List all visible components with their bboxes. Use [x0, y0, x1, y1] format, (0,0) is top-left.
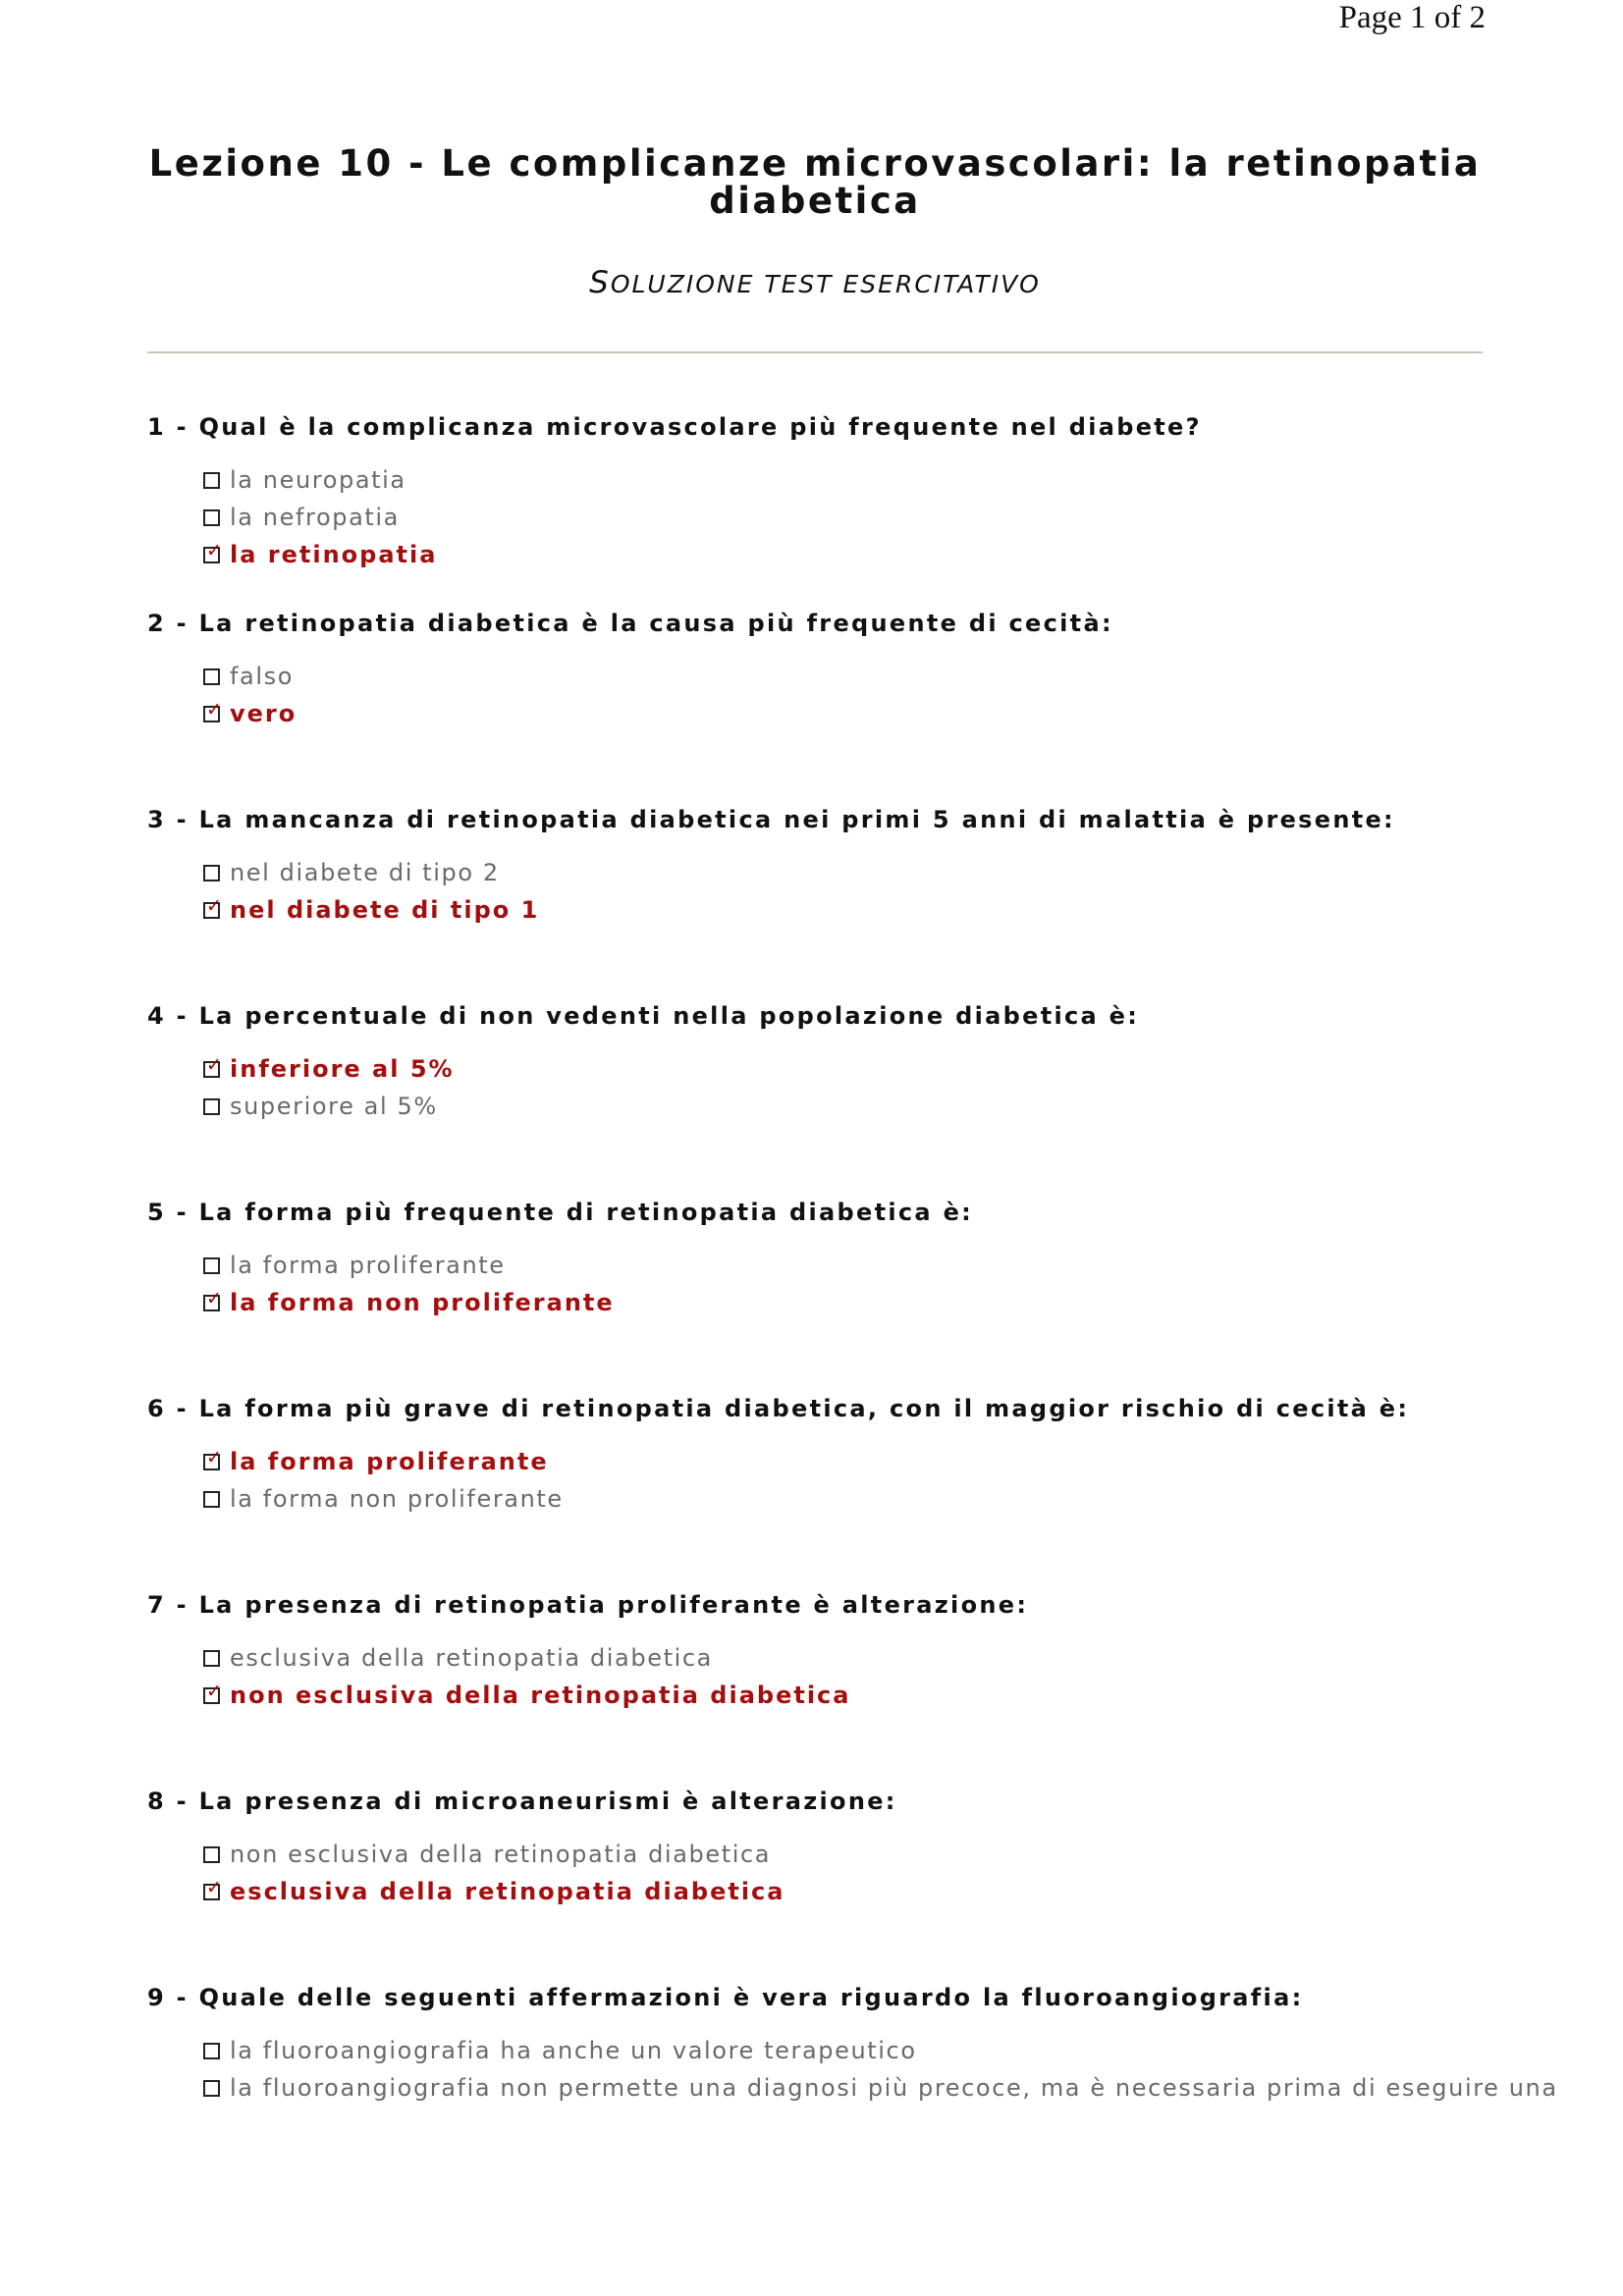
answer-option-correct: [203, 536, 1522, 573]
answer-options: [203, 461, 1522, 573]
answer-options: [203, 1639, 1522, 1714]
subtitle-initial: S: [589, 265, 611, 300]
answer-option: [203, 1247, 1522, 1284]
answer-option-label: nel diabete di tipo 2: [230, 859, 500, 886]
question-7: [147, 1590, 1522, 1787]
answer-option: [203, 1836, 1522, 1873]
question-text: 5 - La forma più frequente di retinopatia diabetica è:: [147, 1199, 974, 1226]
question-2: [147, 609, 1522, 805]
subtitle-rest: OLUZIONE TEST ESERCITATIVO: [610, 270, 1041, 298]
answer-options: [203, 1247, 1522, 1321]
answer-option-correct: [203, 1677, 1522, 1714]
checkbox-icon: [203, 1846, 220, 1863]
lesson-subtitle: [147, 265, 1483, 300]
question-text: 9 - Quale delle seguenti affermazioni è vera riguardo la fluoroangiografia:: [147, 1984, 1304, 2011]
checkbox-icon: [203, 2080, 220, 2097]
answer-option-label: esclusiva della retinopatia diabetica: [230, 1644, 713, 1672]
answer-option-label: la retinopatia: [230, 541, 438, 568]
checkmark-icon: ✓: [206, 1287, 222, 1309]
question-5: [147, 1198, 1522, 1394]
answer-options: [203, 2032, 1558, 2107]
answer-option-label: la fluoroangiografia ha anche un valore terapeutico: [230, 2037, 917, 2064]
question-text: 8 - La presenza di microaneurismi è alterazione:: [147, 1788, 897, 1815]
answer-option: [203, 1480, 1522, 1518]
checkmark-icon: ✓: [206, 1680, 222, 1702]
answer-options: [203, 854, 1522, 929]
checkbox-icon: [203, 472, 220, 489]
checked-checkbox-icon: [203, 1287, 222, 1311]
page-number: Page 1 of 2: [1338, 0, 1486, 35]
answer-option: [203, 658, 1522, 695]
answer-option: [203, 461, 1522, 499]
checked-checkbox-icon: [203, 1876, 222, 1900]
answer-option: [203, 1639, 1522, 1677]
question-9: [147, 1983, 1558, 2179]
checkbox-icon: [203, 1098, 220, 1115]
answer-option: [203, 1088, 1522, 1125]
answer-option-label: la forma non proliferante: [230, 1289, 615, 1316]
answer-option-label: la forma proliferante: [230, 1448, 549, 1475]
answer-option-label: non esclusiva della retinopatia diabetica: [230, 1841, 772, 1868]
question-3: [147, 805, 1522, 1001]
checked-checkbox-icon: [203, 539, 222, 563]
answer-option-label: esclusiva della retinopatia diabetica: [230, 1878, 785, 1905]
checkbox-icon: [203, 1257, 220, 1274]
answer-options: [203, 1836, 1522, 1910]
question-text: 3 - La mancanza di retinopatia diabetica nei primi 5 anni di malattia è presente:: [147, 806, 1395, 833]
checkbox-icon: [203, 865, 220, 881]
answer-option-correct: [203, 1050, 1522, 1088]
checkmark-icon: ✓: [206, 1446, 222, 1468]
question-8: [147, 1787, 1522, 1983]
checked-checkbox-icon: [203, 698, 222, 722]
question-6: [147, 1394, 1522, 1590]
lesson-title: [147, 142, 1483, 222]
answer-option: [203, 2069, 1558, 2107]
question-text: 2 - La retinopatia diabetica è la causa più frequente di cecità:: [147, 610, 1113, 637]
answer-option-label: non esclusiva della retinopatia diabetica: [230, 1682, 851, 1709]
lesson-title-line-2: diabetica: [709, 180, 921, 222]
question-text: 1 - Qual è la complicanza microvascolare più frequente nel diabete?: [147, 413, 1202, 441]
answer-option-label: vero: [230, 700, 298, 727]
checkmark-icon: ✓: [206, 698, 222, 721]
checkbox-icon: [203, 509, 220, 526]
checkbox-icon: [203, 2043, 220, 2059]
answer-option-correct: [203, 1443, 1522, 1480]
answer-option-label: la neuropatia: [230, 466, 406, 494]
answer-option: [203, 2032, 1522, 2069]
answer-option-label: la nefropatia: [230, 504, 400, 531]
answer-option-label: la forma non proliferante: [230, 1485, 564, 1513]
answer-option: [203, 499, 1522, 536]
checkmark-icon: ✓: [206, 1876, 222, 1898]
answer-options: [203, 658, 1522, 732]
checked-checkbox-icon: [203, 1680, 222, 1704]
answer-option-correct: [203, 1873, 1522, 1910]
question-4: [147, 1001, 1522, 1198]
checked-checkbox-icon: [203, 1053, 222, 1078]
answer-options: [203, 1443, 1522, 1518]
answer-option-label: la forma proliferante: [230, 1252, 506, 1279]
checked-checkbox-icon: [203, 1446, 222, 1470]
checked-checkbox-icon: [203, 894, 222, 919]
question-list: [147, 412, 1558, 2179]
question-1: [147, 412, 1522, 609]
header-divider: [147, 351, 1483, 353]
checkmark-icon: ✓: [206, 894, 222, 917]
answer-options: [203, 1050, 1522, 1125]
question-text: 6 - La forma più grave di retinopatia diabetica, con il maggior rischio di cecità è:: [147, 1395, 1410, 1422]
lesson-title-line-1: Lezione 10 - Le complicanze microvascolari: la retinopatia: [148, 142, 1482, 185]
answer-option-label: superiore al 5%: [230, 1093, 438, 1120]
question-text: 4 - La percentuale di non vedenti nella popolazione diabetica è:: [147, 1002, 1140, 1030]
answer-option-label: inferiore al 5%: [230, 1055, 455, 1083]
answer-option-correct: [203, 891, 1522, 929]
question-text: 7 - La presenza di retinopatia proliferante è alterazione:: [147, 1591, 1029, 1619]
checkbox-icon: [203, 1650, 220, 1667]
answer-option-label: la fluoroangiografia non permette una diagnosi più precoce, ma è necessaria prima di eseguire una: [230, 2074, 1558, 2102]
checkmark-icon: ✓: [206, 539, 222, 561]
answer-option-label: falso: [230, 663, 295, 690]
answer-option-correct: [203, 695, 1522, 732]
checkbox-icon: [203, 668, 220, 685]
checkbox-icon: [203, 1491, 220, 1508]
checkmark-icon: ✓: [206, 1053, 222, 1076]
answer-option-correct: [203, 1284, 1522, 1321]
answer-option-label: nel diabete di tipo 1: [230, 896, 540, 924]
answer-option: [203, 854, 1522, 891]
